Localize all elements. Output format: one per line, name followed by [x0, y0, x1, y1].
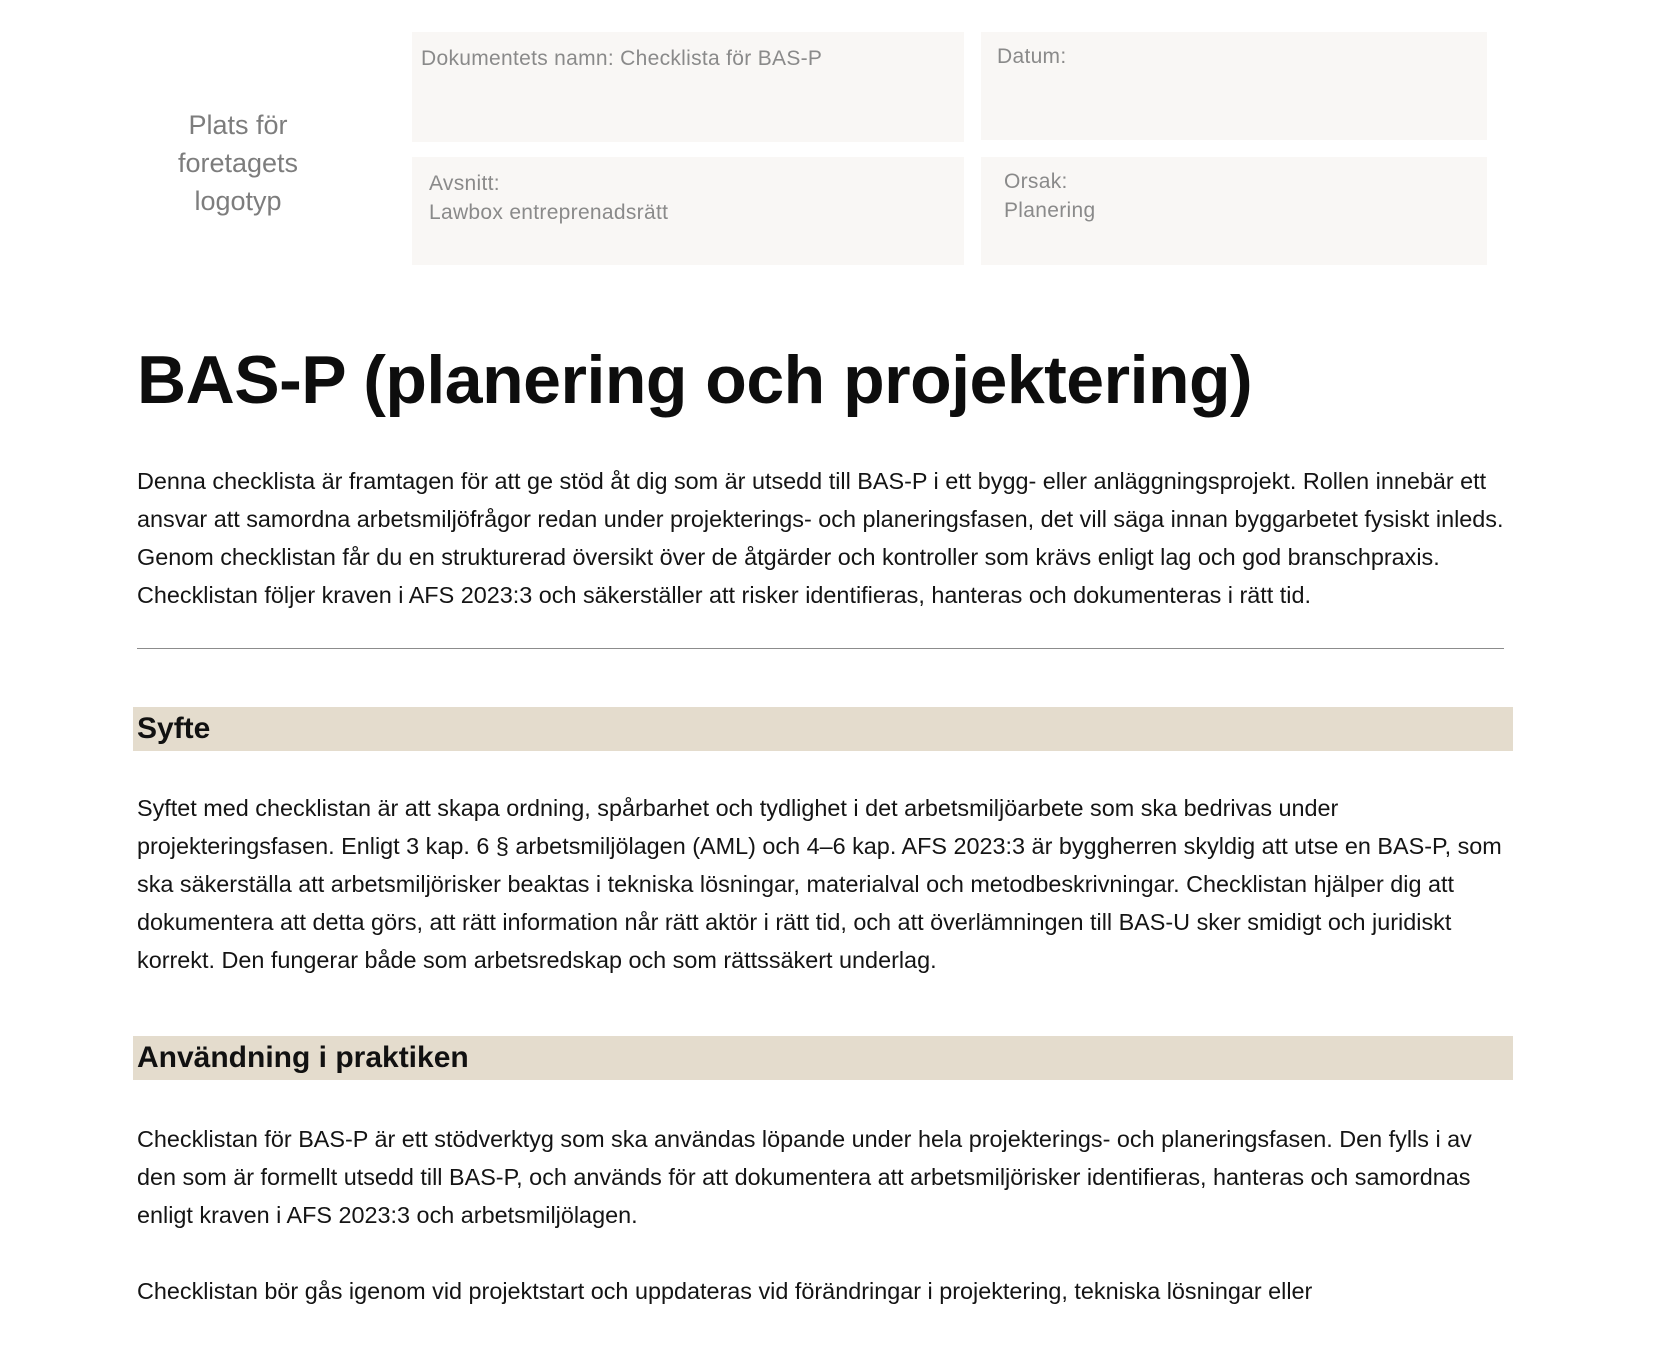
section-label: Avsnitt: [429, 172, 500, 195]
reason-field [981, 157, 1487, 265]
intro-paragraph: Denna checklista är framtagen för att ge stöd åt dig som är utsedd till BAS-P i ett bygg- eller anläggningsprojekt. Rollen innebär ett ansvar att samordna arbetsmiljöfrågor redan under projekterings- och planeringsfasen, det vill säga innan byggarbetet fysiskt inleds. Genom checklistan får du en strukturerad översikt över de åtgärder och kontroller som krävs enligt lag och god branschpraxis. Checklistan följer kraven i AFS 2023:3 och säkerställer att risker identifieras, hanteras och dokumenteras i rätt tid. [137, 468, 1504, 608]
reason-value: Planering [1004, 199, 1096, 222]
section-heading-anvandning: Användning i praktiken [133, 1036, 1513, 1080]
date-label: Datum: [997, 45, 1067, 68]
syfte-paragraph: Syftet med checklistan är att skapa ordning, spårbarhet och tydlighet i det arbetsmiljöarbete som ska bedrivas under projekteringsfasen. Enligt 3 kap. 6 § arbetsmiljölagen (AML) och 4–6 kap. AFS 2023:3 är byggherren skyldig att utse en BAS-P, som ska säkerställa att arbetsmiljörisker beaktas i tekniska lösningar, materialval och metodbeskrivningar. Checklistan hjälper dig att dokumentera att detta görs, att rätt information når rätt aktör i rätt tid, och att överlämningen till BAS-U sker smidigt och juridiskt korrekt. Den fungerar både som arbetsredskap och som rättssäkert underlag. [137, 795, 1502, 973]
document-name-text: Dokumentets namn: Checklista för BAS-P [421, 47, 823, 70]
anvandning-paragraph-1: Checklistan för BAS-P är ett stödverktyg som ska användas löpande under hela projekterings- och planeringsfasen. Den fylls i av den som är formellt utsedd till BAS-P, och används för att dokumentera att arbetsmiljörisker identifieras, hanteras och samordnas enligt kraven i AFS 2023:3 och arbetsmiljölagen. [137, 1126, 1472, 1228]
section-heading-syfte: Syfte [133, 707, 1513, 751]
section-value: Lawbox entreprenadsrätt [429, 201, 669, 224]
anvandning-paragraph-2: Checklistan bör gås igenom vid projektstart och uppdateras vid förändringar i projektering, tekniska lösningar eller [137, 1278, 1313, 1304]
date-field [981, 32, 1487, 140]
document-title: BAS-P (planering och projektering) [137, 342, 1253, 418]
logo-placeholder: Plats för foretagets logotyp [177, 110, 299, 216]
horizontal-divider [137, 648, 1504, 649]
document-content [137, 330, 1513, 1310]
reason-label: Orsak: [1004, 170, 1068, 193]
document-name-field [412, 32, 964, 142]
section-field [412, 157, 964, 265]
